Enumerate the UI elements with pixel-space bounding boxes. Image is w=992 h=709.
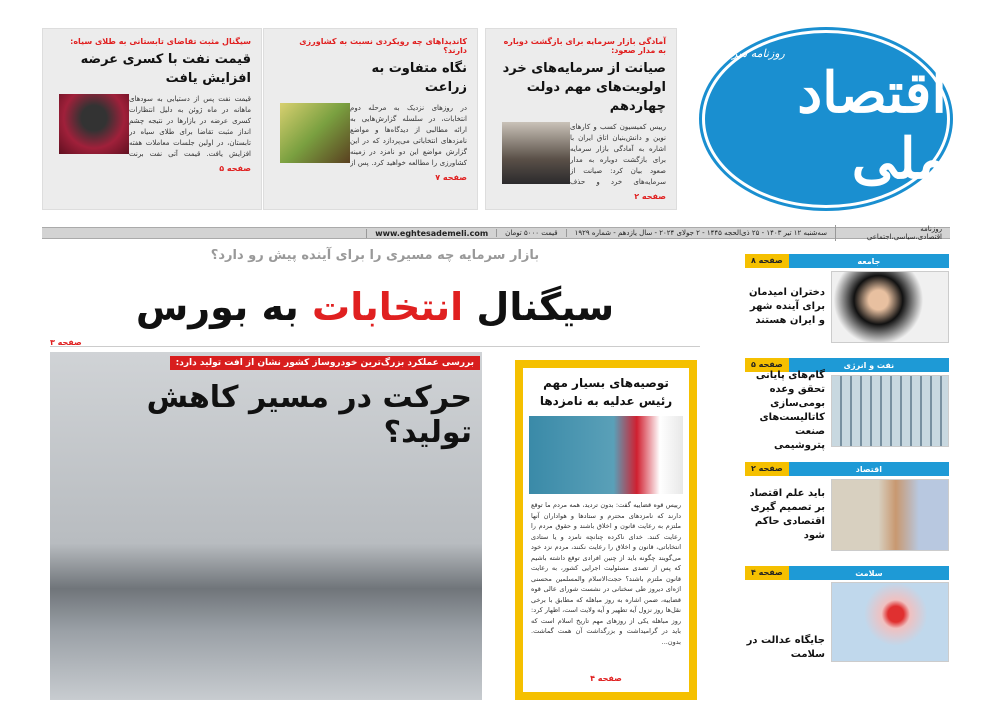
sidebar-section-energy[interactable] bbox=[745, 358, 949, 450]
box-title: توصیه‌های بسیار مهم رئیس عدلیه به نامزدها bbox=[539, 376, 673, 408]
story-title: صیانت از سرمایه‌های خرد اولویت‌های مهم دولت چهاردهم bbox=[502, 61, 666, 114]
economist-photo bbox=[831, 479, 949, 551]
section-name: جامعه bbox=[857, 256, 881, 266]
page-ref[interactable]: صفحه ۷ bbox=[435, 173, 467, 182]
divider bbox=[50, 346, 700, 347]
judiciary-story-box[interactable] bbox=[515, 360, 697, 700]
photo-story-kicker: بررسی عملکرد بزرگ‌ترین خودروساز کشور نشان از افت تولید دارد: bbox=[170, 356, 480, 370]
photo-story[interactable] bbox=[50, 352, 482, 700]
issue-info-strip bbox=[42, 227, 950, 239]
cleric-photo bbox=[529, 416, 683, 494]
story-kicker: آمادگی بازار سرمایه برای بازگشت دوباره به مدار صعود: bbox=[503, 37, 666, 55]
heart-hands-photo bbox=[831, 582, 949, 662]
page-ref[interactable]: صفحه ۵ bbox=[219, 164, 251, 173]
headline-accent: انتخابات bbox=[312, 285, 464, 329]
story-body: رییس کمیسیون کسب و کارهای نوین و دانش‌بنیان اتاق ایران با اشاره به آمادگی بازار سرمایه برای بازگشت دوباره به مدار صعود بیان کرد: صیانت از سرمایه‌های خرد و حذف bbox=[570, 123, 666, 186]
speaker-photo bbox=[831, 271, 949, 343]
page-ref[interactable]: صفحه ۵ bbox=[745, 358, 789, 372]
website-link[interactable]: www.eghtesademeli.com bbox=[366, 229, 496, 238]
page-ref[interactable]: صفحه ۴ bbox=[590, 674, 622, 683]
page-ref[interactable]: صفحه ۲ bbox=[745, 462, 789, 476]
lab-photo bbox=[831, 375, 949, 447]
masthead-logo[interactable] bbox=[702, 30, 950, 208]
item-title: باید علم اقتصاد بر تصمیم گیری اقتصادی حاکم شود bbox=[749, 488, 825, 541]
sidebar-section-society[interactable] bbox=[745, 254, 949, 346]
headline-part: سیگنال bbox=[463, 285, 615, 329]
page-ref[interactable]: صفحه ۸ bbox=[745, 254, 789, 268]
headline-part: به بورس bbox=[135, 285, 313, 329]
page-ref[interactable]: صفحه ۴ bbox=[745, 566, 789, 580]
story-body: در روزهای نزدیک به مرحله دوم انتخابات، در سلسله گزارش‌هایی به ارائه مطالبی از دیدگاه‌ها و مواضع نامزدهای انتخاباتی می‌پردازد که در این گزارش مواضع این دو نامزد در زمینه کشاورزی را مطالعه خواهید کرد. پس از bbox=[350, 104, 467, 167]
section-name: نفت و انرژی bbox=[843, 360, 895, 370]
top-story-capital-market[interactable] bbox=[485, 28, 677, 210]
logo-title: اقتصاد ملی bbox=[797, 59, 947, 192]
paper-type: روزنامه اقتصادی،سیاسی،اجتماعی bbox=[835, 225, 950, 241]
story-title: نگاه متفاوت به زراعت bbox=[371, 61, 467, 95]
section-name: سلامت bbox=[855, 568, 883, 578]
sidebar-section-economy[interactable] bbox=[745, 462, 949, 554]
sidebar-section-health[interactable] bbox=[745, 566, 949, 666]
story-kicker: سیگنال مثبت تقاضای تابستانی به طلای سیاه: bbox=[70, 37, 251, 46]
box-body: رییس قوه قضاییه گفت: بدون تردید، همه مردم ما توقع دارند که نامزدهای محترم و ستادها و هواداران آنها ملتزم به رعایت قانون و اخلاق باشند و حقوق مردم را رعایت کنند. خدای ناکرده چنانچه نامزد و یا ستادی انتخاباتی، قانون و اخلاق را رعایت نکنند، مردم نزد خود می‌گویند چگونه باید از چنین افرادی توقع داشته باشیم که پس از تصدی مسئولیت اجرایی کشور، به رعایت قانون ملتزم باشند؟ حجت‌الاسلام والمسلمین محسنی اژه‌ای دیروز طی سخنانی در نشست شورای عالی قوه قضاییه، ضمن اشاره به روز مباهله که مطابق با برخی نقل‌ها روز نزول آیه تطهیر و آیه ولایت است، اظهار کرد: روز مباهله یکی از روزهای مهم تاریخ اسلام است که باید در گرامیداشت و بزرگداشت آن همت گماشت. بدون... bbox=[531, 501, 681, 646]
sidebar bbox=[745, 254, 949, 666]
issue-date: سه‌شنبه ۱۲ تیر ۱۴۰۳ - ۲۵ ذی‌الحجه ۱۴۴۵ - ۲ جولای ۲۰۲۴ - سال یازدهم - شماره ۱۹۲۹ bbox=[566, 229, 835, 237]
lead-page-ref[interactable]: صفحه ۳ bbox=[50, 338, 82, 347]
oil-barrel-photo bbox=[59, 94, 129, 154]
lead-kicker: بازار سرمایه چه مسیری را برای آینده پیش رو دارد؟ bbox=[210, 248, 540, 263]
story-body: قیمت نفت پس از دستیابی به سودهای ماهانه در ماه ژوئن به دلیل انتظارات کسری عرضه در بازارها در نتیجه چشم انداز مثبت تقاضا برای طلای سیاه در تابستان، در اولین جلسات معاملات هفته افزایش یافت. قیمت آتی نفت برنت bbox=[129, 95, 251, 158]
farm-photo bbox=[280, 103, 350, 163]
top-story-oil[interactable] bbox=[42, 28, 262, 210]
item-title: جایگاه عدالت در سلامت bbox=[746, 635, 825, 660]
portrait-photo bbox=[502, 122, 570, 184]
lead-headline[interactable] bbox=[50, 282, 700, 332]
story-title: قیمت نفت با کسری عرضه افزایش یافت bbox=[80, 52, 251, 86]
top-story-agriculture[interactable] bbox=[263, 28, 478, 210]
item-title: گام‌های پایانی تحقق وعده بومی‌سازی کاتالیست‌های صنعت پتروشیمی bbox=[755, 370, 825, 451]
issue-price: قیمت ۵۰۰۰ تومان bbox=[496, 229, 565, 237]
section-name: اقتصاد bbox=[855, 464, 883, 474]
story-kicker: کاندیداهای چه رویکردی نسبت به کشاورزی دارند؟ bbox=[299, 37, 467, 55]
logo-subtitle: روزنامه سراسری bbox=[705, 46, 785, 60]
item-title: دختران امیدمان برای آینده شهر و ایران هستند bbox=[748, 287, 825, 326]
page-ref[interactable]: صفحه ۲ bbox=[634, 192, 666, 201]
photo-story-title: حرکت در مسیر کاهش تولید؟ bbox=[146, 380, 472, 450]
